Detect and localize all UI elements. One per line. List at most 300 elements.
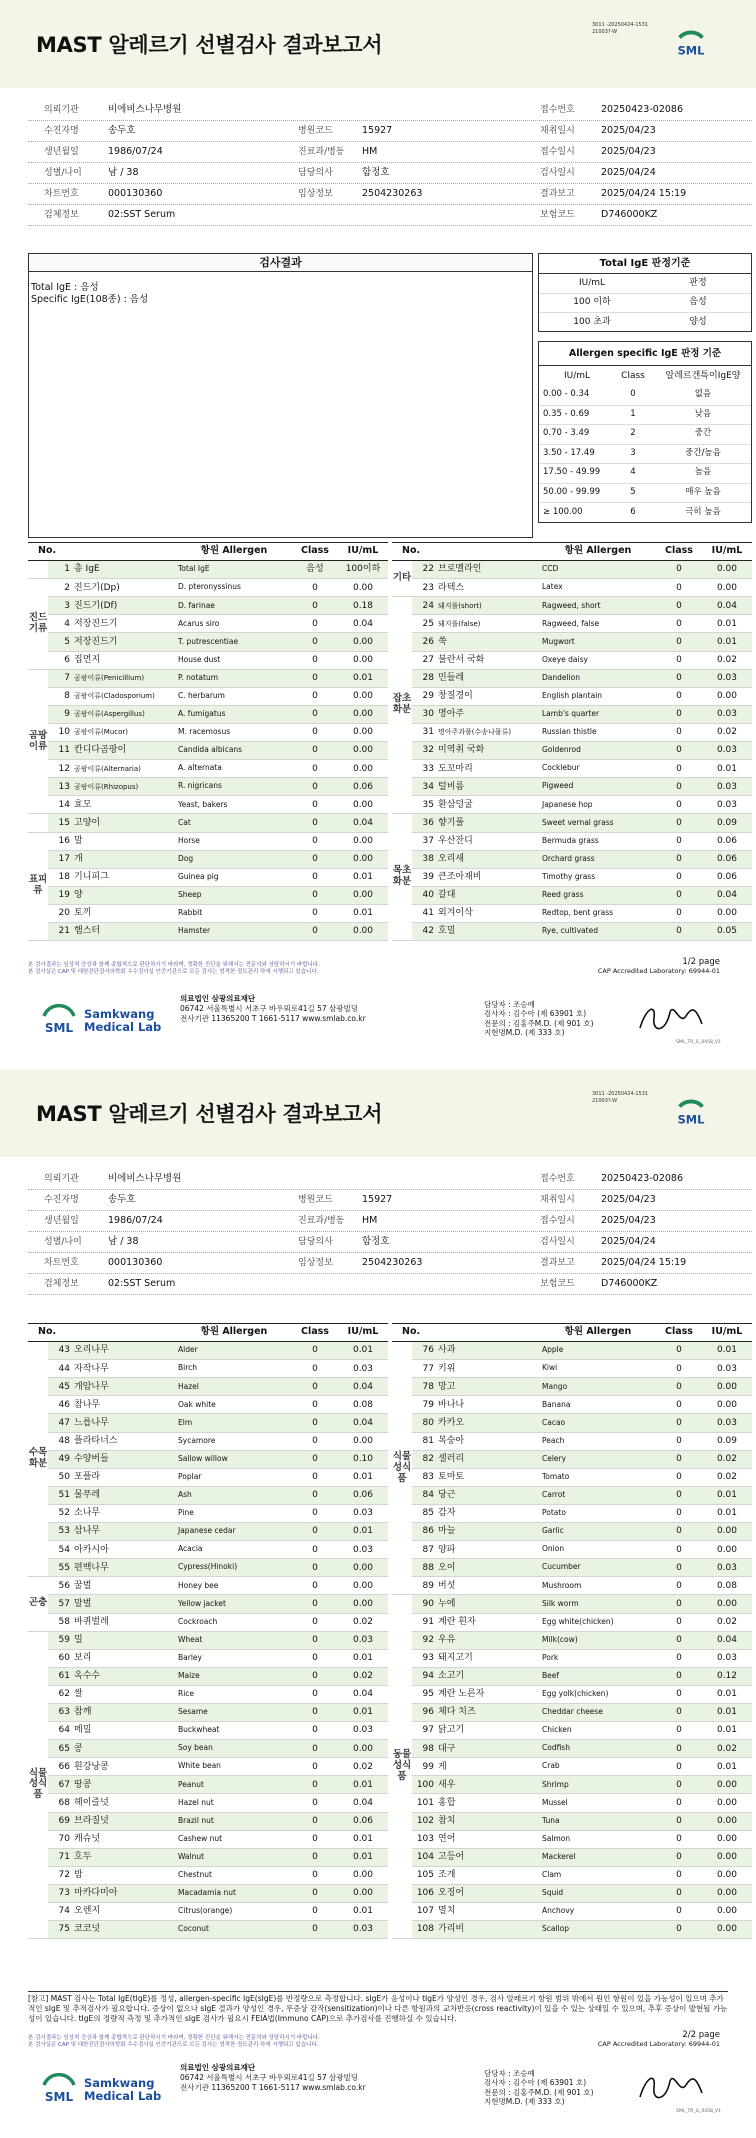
- allergen-iu: 0.00: [352, 763, 374, 774]
- allergen-no: 31: [422, 727, 434, 738]
- allergen-name-en: Cacao: [540, 1414, 656, 1432]
- allergen-no: 90: [422, 1598, 434, 1609]
- allergen-name-en: Codfish: [540, 1740, 656, 1758]
- allergen-class: 0: [292, 1486, 338, 1504]
- allergen-class: 0: [676, 582, 682, 593]
- allergen-name-en: Orchard grass: [540, 850, 656, 868]
- criteria-row: 0.35 - 0.69 1 낮음: [539, 405, 751, 425]
- allergen-name-kr: 49 수양버들: [48, 1450, 176, 1468]
- allergen-no: 45: [58, 1381, 70, 1392]
- table-row: [28, 832, 388, 850]
- table-row: [28, 579, 388, 597]
- table-row: [28, 760, 388, 778]
- allergen-iu: 0.01: [702, 1486, 752, 1504]
- allergen-no: 72: [58, 1870, 70, 1881]
- allergen-no: 10: [58, 727, 70, 738]
- allergen-no: 15: [58, 817, 70, 828]
- allergen-iu: 0.00: [702, 1848, 752, 1866]
- disclaimer-note: 본 검사결과는 임상적 증상과 함께 종합적으로 판단하시기 바라며, 정확한 진단을 위해서는 전문의와 상담하시기 바랍니다. 본 검사실은 CAP 및 대한진단검사의학회 우수검사실 인증기관으로 모든 검사는 엄격한 정도관리 하에 시행되고 있습니다.: [28, 2035, 320, 2048]
- allergen-name-kr: 37 우산잔디: [412, 832, 540, 850]
- specific-ige-criteria-box: Allergen specific IgE 판정 기준 IU/mL Class 알레르겐특이IgE양 0.00 - 0.34 0 없음 0.35 - 0.69 1 낮음 0.70 - 3.49 2 중간 3.50 - 17.49 3 중간/높음 17.50 - 49.99 4 높음 50.00 - 99.99 5 매우 높음 ≥ 100.00 6 극히 높음: [538, 341, 752, 523]
- allergen-iu: 0.06: [716, 835, 738, 846]
- allergen-no: 104: [416, 1852, 434, 1863]
- allergen-table-1a: [28, 542, 388, 941]
- table-row: [392, 669, 752, 687]
- allergen-iu: 0.01: [716, 1761, 738, 1772]
- allergen-no: 35: [422, 799, 434, 810]
- allergen-name-en: White bean: [178, 1761, 221, 1771]
- allergen-name-kr: 63 참깨: [48, 1703, 176, 1721]
- allergen-iu: 0.04: [338, 1378, 388, 1396]
- table-header-class: Class: [292, 1324, 338, 1342]
- allergen-name-en: Tuna: [540, 1812, 656, 1830]
- allergen-no: 56: [58, 1580, 70, 1591]
- allergen-iu: 0.02: [338, 1667, 388, 1685]
- allergen-name-kr: 7 곰팡이류(Penicillium): [48, 669, 176, 687]
- allergen-no: 33: [422, 763, 434, 774]
- allergen-name-en: Egg white(chicken): [542, 1616, 614, 1626]
- allergen-class: 0: [676, 763, 682, 774]
- allergen-class: 0: [676, 618, 682, 629]
- page-number: 2/2 page CAP Accredited Laboratory: 69944-01: [597, 2030, 720, 2048]
- allergen-name-kr: 104 고등어: [412, 1848, 540, 1866]
- allergen-iu: 0.02: [352, 1761, 374, 1772]
- allergen-class: 0: [292, 1595, 338, 1613]
- allergen-no: 17: [58, 853, 70, 864]
- allergen-name-kr: 4 저장진드기: [48, 615, 176, 633]
- allergen-name-kr: 51 물푸레: [48, 1486, 176, 1504]
- allergen-name-en: Cypress(Hinoki): [176, 1559, 292, 1577]
- allergen-no: 7: [64, 673, 70, 684]
- allergen-no: 22: [422, 564, 434, 575]
- table-row: [392, 1812, 752, 1830]
- allergen-group-label: [28, 814, 48, 832]
- table-row: [392, 1631, 752, 1649]
- allergen-no: 82: [422, 1454, 434, 1465]
- allergen-no: 60: [58, 1653, 70, 1664]
- allergen-iu: 0.04: [702, 597, 752, 615]
- allergen-iu: 0.00: [338, 850, 388, 868]
- table-row: [392, 1866, 752, 1884]
- allergen-name-kr: 60 보리: [48, 1649, 176, 1667]
- table-row: [392, 1432, 752, 1450]
- allergen-class: 0: [292, 1559, 338, 1577]
- allergen-class: 0: [656, 705, 702, 723]
- table-row: [392, 1414, 752, 1432]
- allergen-no: 87: [422, 1544, 434, 1555]
- allergen-class: 0: [656, 1667, 702, 1685]
- table-row: [28, 1794, 388, 1812]
- allergen-name-en: Cashew nut: [178, 1833, 223, 1843]
- table-header-class: Class: [292, 543, 338, 561]
- allergen-class: 0: [292, 1812, 338, 1830]
- allergen-class: 0: [676, 1653, 682, 1664]
- allergen-name-en: Goldenrod: [540, 742, 656, 760]
- allergen-no: 96: [422, 1707, 434, 1718]
- allergen-no: 64: [58, 1725, 70, 1736]
- table-row: [28, 814, 388, 832]
- table-row: [392, 1396, 752, 1414]
- table-row: [392, 1649, 752, 1667]
- allergen-iu: 0.04: [352, 1797, 374, 1808]
- allergen-name-kr: 68 헤이즐넛: [48, 1794, 176, 1812]
- sml-logo-icon: [672, 30, 710, 68]
- table-row: [28, 1812, 388, 1830]
- allergen-iu: 0.00: [702, 1595, 752, 1613]
- table-row: [28, 1830, 388, 1848]
- allergen-iu: 100이하: [338, 561, 388, 579]
- allergen-iu: 0.00: [702, 1812, 752, 1830]
- allergen-name-en: Sesame: [176, 1703, 292, 1721]
- table-row: [392, 850, 752, 868]
- allergen-name-en: Pork: [542, 1652, 559, 1662]
- allergen-name-kr: 92 우유: [412, 1631, 540, 1649]
- allergen-no: 8: [64, 691, 70, 702]
- allergen-class: 0: [656, 1559, 702, 1577]
- allergen-iu: 0.00: [716, 582, 738, 593]
- allergen-group-label: 동물성식품: [392, 1595, 412, 1939]
- table-row: [28, 1685, 388, 1703]
- allergen-name-kr: 69 브라질넛: [48, 1812, 176, 1830]
- allergen-iu: 0.05: [702, 922, 752, 940]
- table-row: [392, 1667, 752, 1685]
- allergen-name-en: Clam: [542, 1870, 562, 1880]
- allergen-class: 0: [656, 597, 702, 615]
- report-page-2: [0, 1069, 756, 2138]
- allergen-no: 98: [422, 1743, 434, 1754]
- allergen-class: 0: [656, 669, 702, 687]
- allergen-iu: 0.00: [716, 1906, 738, 1917]
- table-row: [392, 814, 752, 832]
- allergen-no: 63: [58, 1707, 70, 1718]
- table-row: [392, 796, 752, 814]
- table-row: [392, 1722, 752, 1740]
- allergen-name-en: Apple: [540, 1342, 656, 1360]
- allergen-class: 0: [292, 814, 338, 832]
- allergen-class: 0: [292, 633, 338, 651]
- allergen-name-en: Brazil nut: [176, 1812, 292, 1830]
- allergen-group-label: 진드기류: [28, 579, 48, 669]
- table-row: [28, 669, 388, 687]
- allergen-name-en: Sweet vernal grass: [540, 814, 656, 832]
- allergen-name-en: A. fumigatus: [176, 705, 292, 723]
- allergen-class: 0: [312, 908, 318, 919]
- allergen-class: 0: [292, 1378, 338, 1396]
- allergen-name-en: Cockroach: [178, 1616, 218, 1626]
- allergen-no: 44: [58, 1363, 70, 1374]
- allergen-class: 0: [312, 835, 318, 846]
- allergen-name-kr: 38 오리새: [412, 850, 540, 868]
- allergen-class: 0: [656, 1884, 702, 1902]
- allergen-iu: 0.00: [716, 908, 738, 919]
- allergen-class: 음성: [292, 561, 338, 579]
- table-row: [28, 1613, 388, 1631]
- allergen-name-kr: 54 아카시아: [48, 1541, 176, 1559]
- allergen-no: 89: [422, 1580, 434, 1591]
- allergen-no: 24: [422, 600, 434, 611]
- table-row: [28, 886, 388, 904]
- table-row: [28, 796, 388, 814]
- allergen-name-kr: 87 양파: [412, 1541, 540, 1559]
- allergen-no: 81: [422, 1435, 434, 1446]
- allergen-no: 99: [422, 1761, 434, 1772]
- allergen-class: 0: [312, 1653, 318, 1664]
- allergen-iu: 0.03: [702, 1414, 752, 1432]
- table-row: [392, 742, 752, 760]
- allergen-no: 47: [58, 1417, 70, 1428]
- allergen-no: 51: [58, 1490, 70, 1501]
- allergen-name-en: Salmon: [542, 1833, 571, 1843]
- allergen-name-en: Japanese cedar: [176, 1523, 292, 1541]
- allergen-iu: 0.03: [702, 705, 752, 723]
- allergen-iu: 0.00: [716, 1834, 738, 1844]
- allergen-class: 0: [676, 727, 682, 738]
- table-row: [28, 1504, 388, 1522]
- allergen-iu: 0.00: [716, 691, 738, 702]
- allergen-class: 0: [676, 1870, 682, 1881]
- allergen-name-en: Birch: [178, 1363, 198, 1373]
- allergen-name-kr: 84 당근: [412, 1486, 540, 1504]
- allergen-iu: 0.00: [716, 1399, 738, 1410]
- table-header-iu: IU/mL: [338, 543, 388, 561]
- allergen-name-en: Acarus siro: [178, 618, 220, 628]
- allergen-no: 65: [58, 1743, 70, 1754]
- allergen-class: 0: [676, 1906, 682, 1917]
- allergen-name-kr: 65 콩: [48, 1740, 176, 1758]
- samkwang-logo: SML Samkwang Medical Lab: [40, 1002, 170, 1045]
- table-row: [392, 1378, 752, 1396]
- allergen-table-2a: [28, 1323, 388, 1939]
- allergen-no: 94: [422, 1671, 434, 1682]
- report-footer: SML Samkwang Medical Lab 의료법인 삼광의료재단 06742 서울특별시 서초구 바우뫼로41길 57 삼광빌딩 전사기관 11365200 T 1661-5117 www.smlab.co.kr 담당자 : 조승예 검사자 : 김수아 (제 63901 호) 전문의 : 김홍주M.D. (제 901 호) 지현명M.D. (제 333 호) SML_TR_G_0458_V1: [0, 2057, 756, 2127]
- allergen-name-kr: 31 명아주과풀(수송나물류): [412, 723, 540, 741]
- allergen-class: 0: [656, 1378, 702, 1396]
- allergen-no: 14: [58, 799, 70, 810]
- allergen-no: 57: [58, 1598, 70, 1609]
- allergen-name-en: Alder: [176, 1342, 292, 1360]
- allergen-name-en: Anchovy: [542, 1906, 575, 1916]
- allergen-class: 0: [656, 1921, 702, 1939]
- allergen-iu: 0.09: [702, 814, 752, 832]
- criteria-row: 50.00 - 99.99 5 매우 높음: [539, 483, 751, 503]
- allergen-name-kr: 58 바퀴벌레: [48, 1613, 176, 1631]
- allergen-name-en: Pine: [178, 1508, 194, 1518]
- allergen-group-label: 곰팡이류: [28, 669, 48, 814]
- allergen-iu: 0.04: [702, 886, 752, 904]
- allergen-class: 0: [676, 654, 682, 665]
- allergen-no: 23: [422, 582, 434, 593]
- allergen-no: 6: [64, 654, 70, 665]
- allergen-name-kr: 40 갈대: [412, 886, 540, 904]
- allergen-class: 0: [312, 1616, 318, 1627]
- allergen-no: 48: [58, 1435, 70, 1446]
- allergen-name-kr: 46 참나무: [48, 1396, 176, 1414]
- allergen-iu: 0.00: [338, 633, 388, 651]
- allergen-name-en: Ragweed, false: [542, 618, 600, 628]
- table-row: [28, 1468, 388, 1486]
- allergen-no: 86: [422, 1526, 434, 1537]
- allergen-name-en: Poplar: [178, 1471, 202, 1481]
- table-row: [392, 1758, 752, 1776]
- allergen-name-en: Banana: [542, 1399, 571, 1409]
- allergen-class: 0: [676, 1435, 682, 1446]
- allergen-no: 54: [58, 1544, 70, 1555]
- page-number: 1/2 page CAP Accredited Laboratory: 69944-01: [597, 957, 720, 975]
- table-row: [28, 1866, 388, 1884]
- allergen-class: 0: [656, 1776, 702, 1794]
- table-row: [28, 742, 388, 760]
- allergen-name-kr: 41 외겨이삭: [412, 904, 540, 922]
- table-row: [392, 1884, 752, 1902]
- allergen-group-label: 잡초화분: [392, 597, 412, 814]
- allergen-name-en: Oxeye daisy: [542, 654, 588, 664]
- table-row: [392, 705, 752, 723]
- signature-scribble-icon: [636, 2067, 706, 2107]
- allergen-name-en: Barley: [178, 1652, 202, 1662]
- allergen-name-en: English plantain: [542, 690, 603, 700]
- allergen-name-en: Sycamore: [178, 1435, 216, 1445]
- allergen-class: 0: [656, 1703, 702, 1721]
- allergen-name-en: Peanut: [176, 1776, 292, 1794]
- criteria-row: 3.50 - 17.49 3 중간/높음: [539, 444, 751, 464]
- table-row: [392, 1794, 752, 1812]
- allergen-class: 0: [656, 742, 702, 760]
- allergen-class: 0: [656, 922, 702, 940]
- table-row: [28, 922, 388, 940]
- allergen-name-kr: 3 진드기(Df): [48, 597, 176, 615]
- allergen-name-en: Horse: [178, 835, 200, 845]
- allergen-name-kr: 103 연어: [412, 1830, 540, 1848]
- allergen-iu: 0.00: [352, 582, 374, 593]
- table-row: [392, 579, 752, 597]
- criteria-row: ≥ 100.00 6 극히 높음: [543, 506, 721, 517]
- allergen-no: 38: [422, 853, 434, 864]
- allergen-no: 41: [422, 908, 434, 919]
- allergen-name-en: C. herbarum: [178, 690, 225, 700]
- allergen-class: 0: [292, 1631, 338, 1649]
- specific-ige-result: Specific IgE(108종) : 음성: [31, 294, 149, 306]
- allergen-class: 0: [312, 763, 318, 774]
- allergen-name-kr: 59 밀: [48, 1631, 176, 1649]
- allergen-class: 0: [292, 1740, 338, 1758]
- allergen-name-kr: 85 감자: [412, 1504, 540, 1522]
- allergen-no: 68: [58, 1797, 70, 1808]
- allergen-iu: 0.03: [716, 1363, 738, 1374]
- allergen-name-en: Carrot: [540, 1486, 656, 1504]
- allergen-name-kr: 74 오렌지: [48, 1903, 176, 1921]
- allergen-class: 0: [312, 727, 318, 738]
- allergen-class: 0: [656, 1450, 702, 1468]
- table-row: [28, 1342, 388, 1360]
- allergen-name-kr: 89 버섯: [412, 1577, 540, 1595]
- report-footer: SML Samkwang Medical Lab 의료법인 삼광의료재단 06742 서울특별시 서초구 바우뫼로41길 57 삼광빌딩 전사기관 11365200 T 1661-5117 www.smlab.co.kr 담당자 : 조승예 검사자 : 김수아 (제 63901 호) 전문의 : 김홍주M.D. (제 901 호) 지현명M.D. (제 333 호) SML_TR_G_0458_V1: [0, 988, 756, 1058]
- allergen-name-en: Shrimp: [540, 1776, 656, 1794]
- allergen-name-kr: 53 삼나무: [48, 1523, 176, 1541]
- allergen-iu: 0.04: [352, 618, 374, 629]
- allergen-iu: 0.00: [702, 1776, 752, 1794]
- allergen-iu: 0.03: [338, 1631, 388, 1649]
- allergen-class: 0: [312, 1761, 318, 1772]
- allergen-name-kr: 10 곰팡이류(Mucor): [48, 723, 176, 741]
- allergen-name-kr: 22 브로멜라인: [412, 561, 540, 579]
- allergen-name-en: P. notatum: [176, 669, 292, 687]
- allergen-no: 108: [416, 1924, 434, 1935]
- table-row: [28, 705, 388, 723]
- allergen-name-kr: 24 돼지풀(short): [412, 597, 540, 615]
- allergen-no: 71: [58, 1852, 70, 1863]
- company-address: 의료법인 삼광의료재단 06742 서울특별시 서초구 바우뫼로41길 57 삼광빌딩 전사기관 11365200 T 1661-5117 www.smlab.co.kr: [180, 2063, 366, 2092]
- allergen-name-en: Yellow jacket: [176, 1595, 292, 1613]
- allergen-name-en: Ragweed, short: [540, 597, 656, 615]
- svg-text:SML: SML: [44, 2090, 74, 2104]
- allergen-no: 43: [58, 1345, 70, 1356]
- table-row: [28, 1360, 388, 1378]
- allergen-no: 75: [58, 1924, 70, 1935]
- reg-no-value: 20250423-02086: [601, 104, 684, 115]
- criteria-row: 0.00 - 0.34 0 없음: [539, 386, 751, 406]
- allergen-no: 49: [58, 1454, 70, 1465]
- table-header-class: Class: [656, 543, 702, 561]
- table-row: [28, 1541, 388, 1559]
- allergen-name-en: Rice: [178, 1689, 195, 1699]
- table-row: [28, 687, 388, 705]
- table-row: [28, 1378, 388, 1396]
- allergen-name-kr: 2 진드기(Dp): [48, 579, 176, 597]
- table-row: [392, 651, 752, 669]
- allergen-no: 42: [422, 926, 434, 937]
- allergen-class: 0: [312, 1870, 318, 1881]
- allergen-name-en: Candida albicans: [176, 742, 292, 760]
- allergen-class: 0: [676, 1689, 682, 1700]
- allergen-no: 95: [422, 1689, 434, 1700]
- allergen-iu: 0.00: [702, 1921, 752, 1939]
- allergen-class: 0: [312, 1508, 318, 1519]
- allergen-name-kr: 94 소고기: [412, 1667, 540, 1685]
- allergen-iu: 0.18: [338, 597, 388, 615]
- allergen-iu: 0.00: [338, 1884, 388, 1902]
- table-row: [28, 1486, 388, 1504]
- allergen-name-kr: 32 미역취 국화: [412, 742, 540, 760]
- report-title: MAST 알레르기 선별검사 결과보고서: [36, 1102, 383, 1126]
- allergen-class: 0: [312, 691, 318, 702]
- allergen-name-kr: 44 자작나무: [48, 1360, 176, 1378]
- table-row: [28, 633, 388, 651]
- allergen-name-en: Milk(cow): [540, 1631, 656, 1649]
- patient-info: 의뢰기관 비에비스나무병원 접수번호 20250423-02086 수진자명 송두호 병원코드 15927 채취일시 2025/04/23 생년월일 1986/07/24 진료과/병동 HM 접수일시 2025/04/23 성별/나이 남 / 38 담당의사 함정호 검사일시 2025/04/24 차트번호 000130360 임상정보 2504230263 결과보고 2025/04/24 15:19 검체정보 02:SST Serum 보험코드 D746000KZ: [28, 1169, 752, 1295]
- allergen-no: 34: [422, 781, 434, 792]
- table-row: [392, 1613, 752, 1631]
- allergen-name-kr: 16 말: [48, 832, 176, 850]
- allergen-name-kr: 105 조개: [412, 1866, 540, 1884]
- allergen-no: 79: [422, 1399, 434, 1410]
- allergen-class: 0: [656, 850, 702, 868]
- allergen-class: 0: [656, 1342, 702, 1360]
- allergen-class: 0: [312, 1544, 318, 1555]
- allergen-name-kr: 86 마늘: [412, 1523, 540, 1541]
- allergen-no: 73: [58, 1888, 70, 1899]
- table-row: [392, 1468, 752, 1486]
- allergen-name-kr: 28 민들레: [412, 669, 540, 687]
- allergen-iu: 0.00: [338, 742, 388, 760]
- allergen-iu: 0.04: [338, 1414, 388, 1432]
- allergen-name-en: Yeast, bakers: [178, 799, 228, 809]
- result-summary-box: [28, 253, 533, 538]
- allergen-class: 0: [292, 597, 338, 615]
- report-title: MAST 알레르기 선별검사 결과보고서: [36, 33, 383, 57]
- table-row: [392, 778, 752, 796]
- allergen-name-kr: 101 홍합: [412, 1794, 540, 1812]
- allergen-name-en: Kiwi: [542, 1363, 558, 1373]
